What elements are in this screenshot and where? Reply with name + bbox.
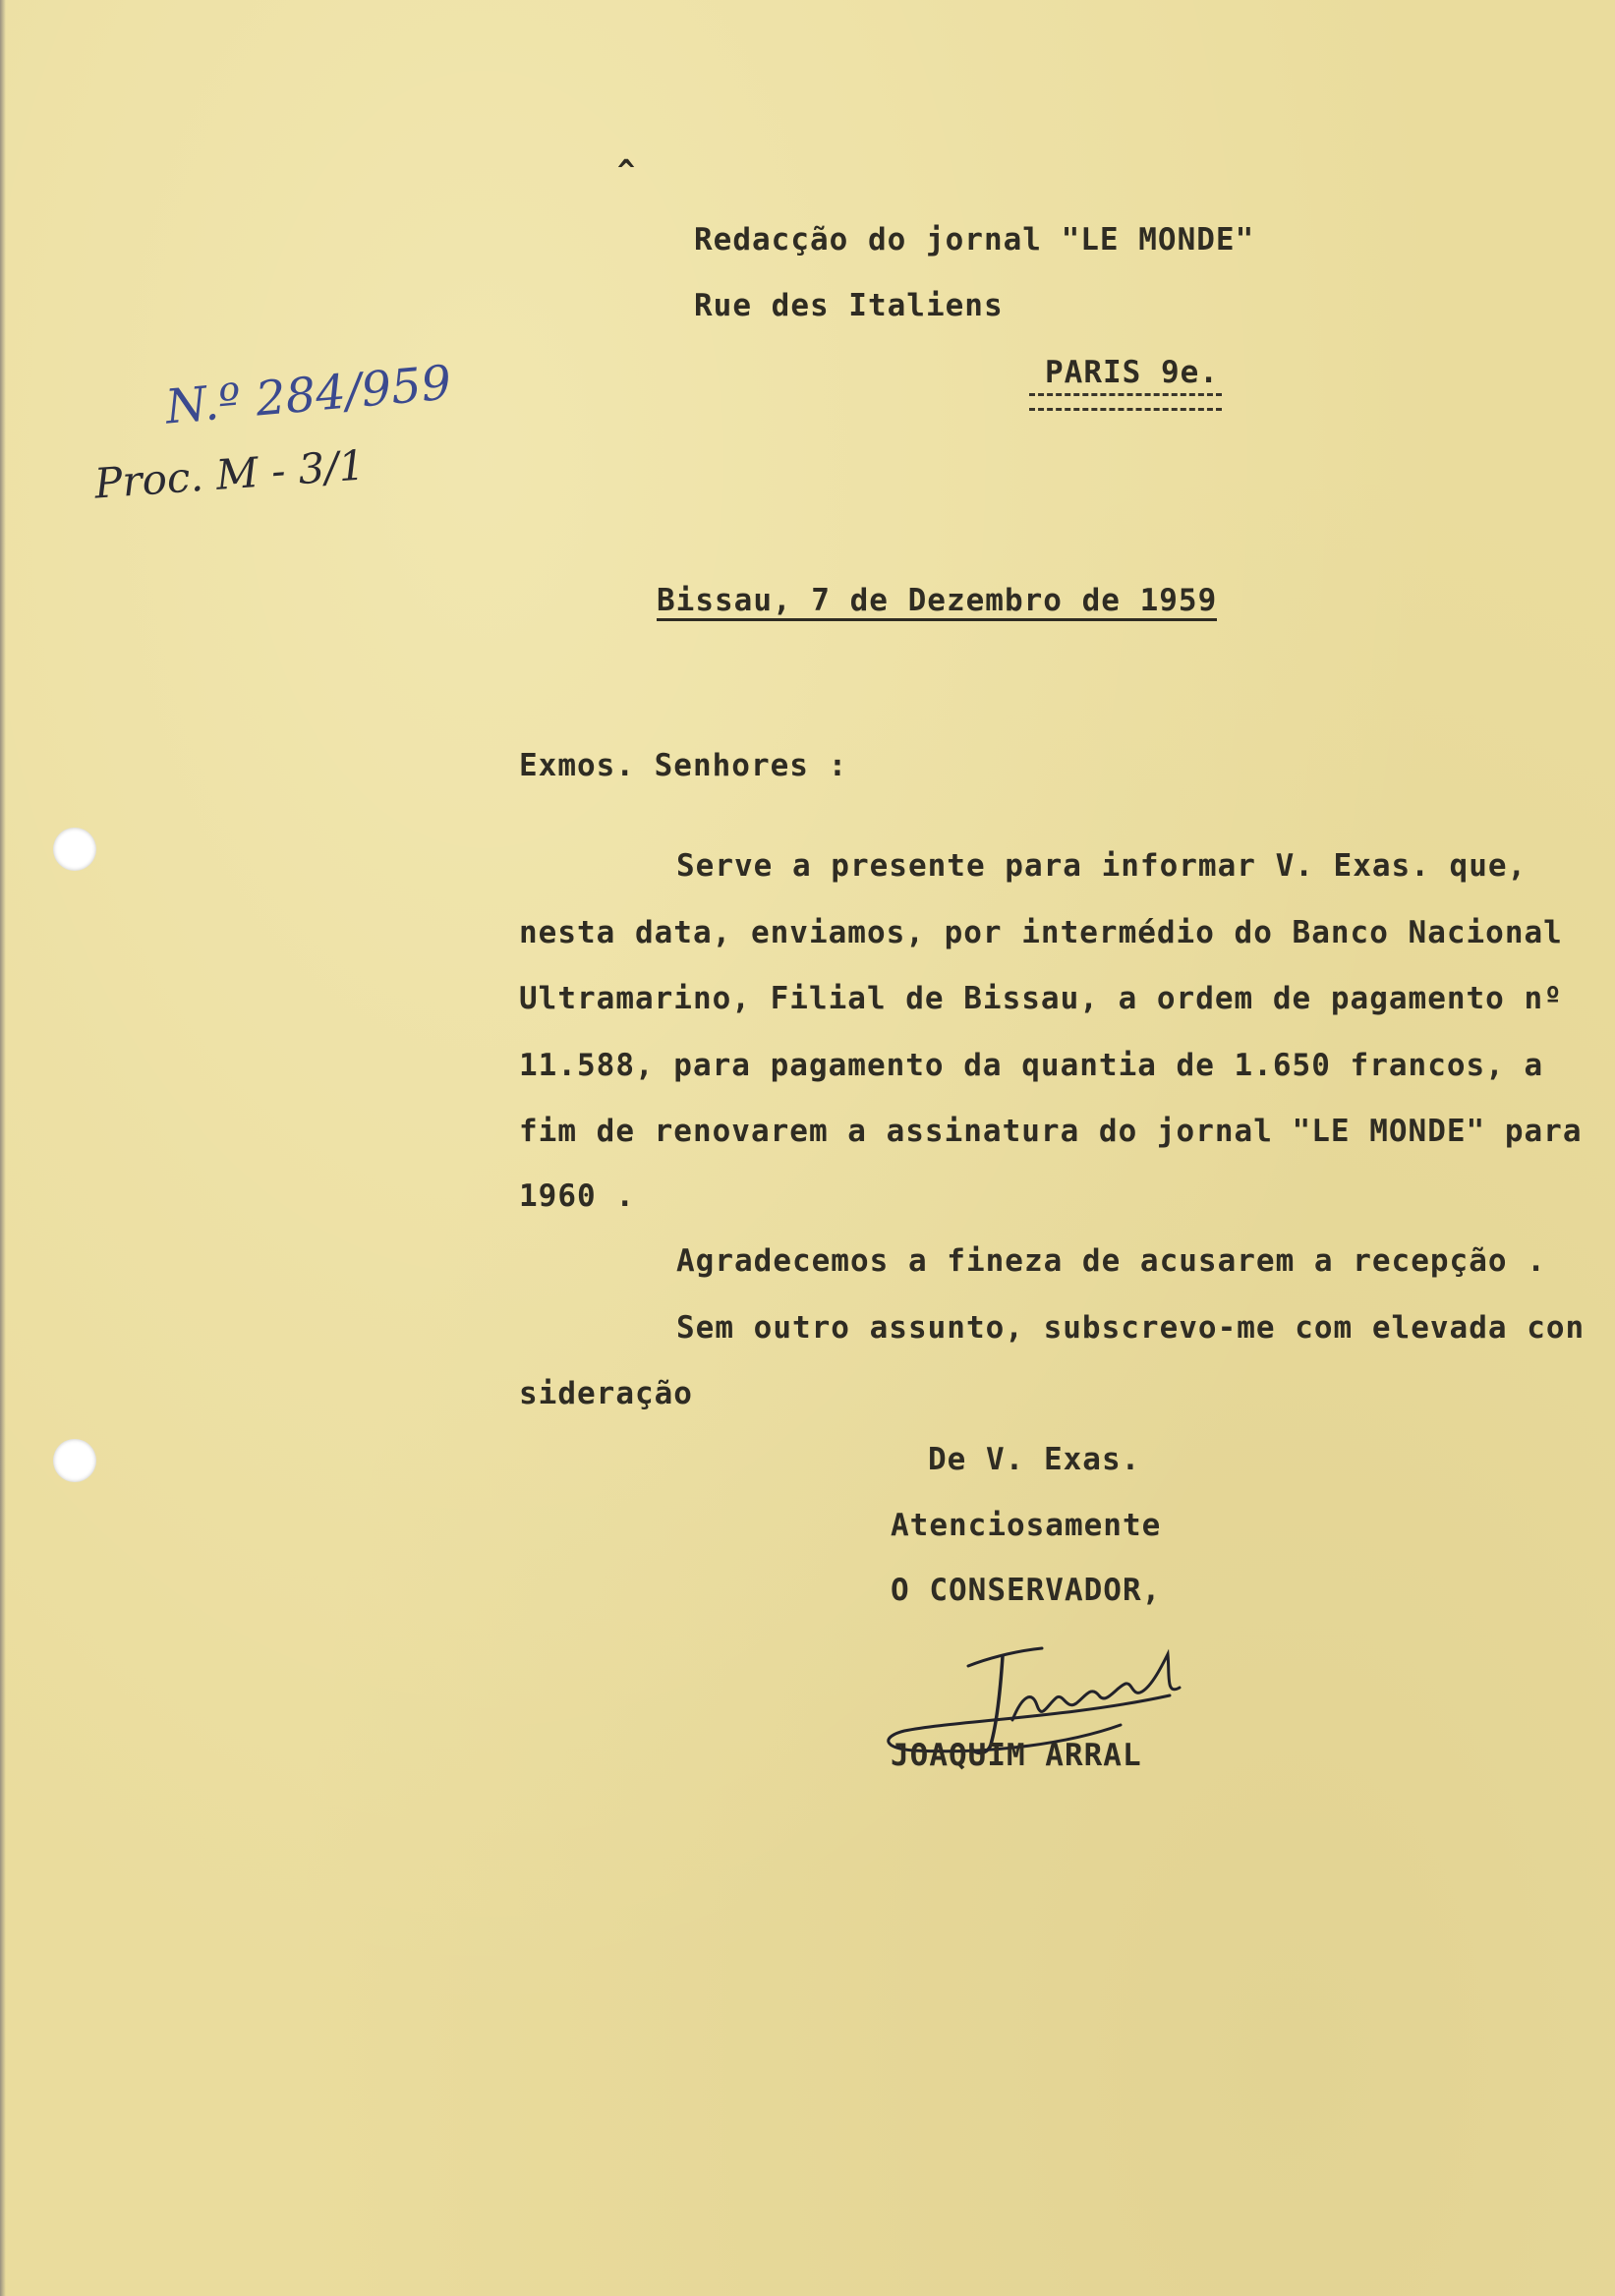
recipient-line-1: Redacção do jornal "LE MONDE"	[694, 222, 1255, 258]
thanks-paragraph: Agradecemos a fineza de acusarem a recepção .	[676, 1243, 1546, 1279]
closing-de-v-exas: De V. Exas.	[928, 1442, 1141, 1477]
body-line-2: nesta data, enviamos, por intermédio do Banco Nacional	[519, 915, 1563, 950]
recipient-city: PARIS 9e.	[1045, 355, 1219, 390]
closing-paragraph-line-2: sideração	[519, 1376, 693, 1411]
punch-hole-top	[53, 828, 96, 871]
salutation: Exmos. Senhores :	[519, 748, 848, 783]
punch-hole-bottom	[53, 1439, 96, 1482]
city-double-underline	[1029, 393, 1222, 411]
handwritten-process-reference: Proc. M - 3/1	[92, 440, 367, 508]
signer-name: JOAQUIM ARRAL	[891, 1738, 1142, 1773]
paper-edge	[0, 0, 6, 2296]
closing-title: O CONSERVADOR,	[891, 1573, 1162, 1608]
body-line-6: 1960 .	[519, 1178, 635, 1214]
handwritten-reference-number: N.º 284/959	[163, 355, 454, 435]
closing-paragraph-line-1: Sem outro assunto, subscrevo-me com elevada con	[676, 1310, 1586, 1346]
place-date: Bissau, 7 de Dezembro de 1959	[657, 586, 1217, 621]
body-line-4: 11.588, para pagamento da quantia de 1.650 francos, a	[519, 1048, 1544, 1083]
recipient-line-2: Rue des Italiens	[694, 288, 1004, 323]
body-line-5: fim de renovarem a assinatura do jornal "LE MONDE" para	[519, 1114, 1583, 1149]
caret-mark: ^	[617, 154, 637, 189]
body-line-3: Ultramarino, Filial de Bissau, a ordem de pagamento nº	[519, 981, 1563, 1016]
body-line-1: Serve a presente para informar V. Exas. que,	[676, 848, 1528, 884]
closing-atenciosamente: Atenciosamente	[891, 1508, 1162, 1543]
